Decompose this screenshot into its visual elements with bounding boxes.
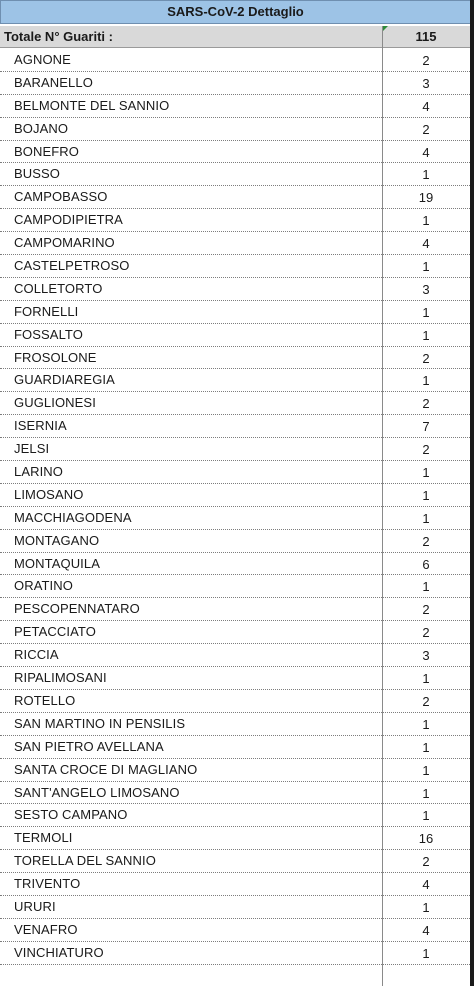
recovered-count: 1 (422, 487, 430, 503)
table-row[interactable] (0, 598, 470, 621)
recovered-count: 6 (422, 556, 430, 572)
recovered-count: 2 (422, 693, 430, 709)
table-row[interactable] (0, 484, 470, 507)
recovered-count: 1 (422, 785, 430, 801)
recovered-count: 4 (422, 236, 430, 252)
table-row[interactable] (0, 942, 470, 965)
recovered-count: 1 (422, 510, 430, 526)
total-label: Totale N° Guariti : (4, 29, 113, 44)
table-row[interactable] (0, 713, 470, 736)
municipality-name: RICCIA (14, 647, 59, 663)
table-row[interactable] (0, 163, 470, 186)
table-row[interactable] (0, 438, 470, 461)
municipality-table (0, 49, 470, 965)
recovered-count: 2 (422, 53, 430, 68)
municipality-name: TORELLA DEL SANNIO (14, 853, 156, 869)
recovered-count: 2 (422, 442, 430, 458)
recovered-count: 2 (422, 396, 430, 412)
recovered-count: 16 (418, 831, 434, 847)
table-row[interactable] (0, 324, 470, 347)
recovered-count: 1 (422, 808, 430, 824)
municipality-name: FOSSALTO (14, 326, 83, 342)
municipality-name: GUARDIAREGIA (14, 372, 115, 388)
municipality-name: SESTO CAMPANO (14, 807, 128, 823)
municipality-name: LARINO (14, 464, 64, 480)
total-row[interactable] (0, 26, 471, 48)
recovered-count: 1 (422, 762, 430, 778)
municipality-name: RIPALIMOSANI (14, 670, 107, 686)
municipality-name: TRIVENTO (14, 876, 81, 892)
municipality-name: ORATINO (14, 578, 73, 594)
table-row[interactable] (0, 209, 470, 232)
municipality-name: PETACCIATO (14, 624, 96, 640)
municipality-name: CAMPODIPIETRA (14, 212, 123, 228)
recovered-count: 3 (422, 281, 430, 297)
municipality-name: FORNELLI (14, 303, 79, 319)
municipality-name: URURI (14, 898, 56, 914)
table-row[interactable] (0, 347, 470, 370)
table-row[interactable] (0, 232, 470, 255)
recovered-count: 7 (422, 419, 430, 435)
column-divider (382, 26, 383, 986)
recovered-count: 1 (422, 167, 430, 183)
table-row[interactable] (0, 736, 470, 759)
municipality-name: CAMPOMARINO (14, 235, 115, 251)
municipality-name: BONEFRO (14, 143, 79, 159)
table-row[interactable] (0, 690, 470, 713)
municipality-name: SANT'ANGELO LIMOSANO (14, 784, 180, 800)
municipality-name: LIMOSANO (14, 486, 84, 502)
municipality-name: SANTA CROCE DI MAGLIANO (14, 761, 198, 777)
recovered-count: 4 (422, 877, 430, 893)
table-row[interactable] (0, 667, 470, 690)
recovered-count: 4 (422, 922, 430, 938)
table-row[interactable] (0, 575, 470, 598)
municipality-name: MONTAQUILA (14, 555, 100, 571)
table-row[interactable] (0, 415, 470, 438)
recovered-count: 1 (422, 327, 430, 343)
recovered-count: 2 (422, 602, 430, 618)
recovered-count: 1 (422, 304, 430, 320)
recovered-count: 1 (422, 465, 430, 481)
municipality-name: BOJANO (14, 120, 69, 136)
table-row[interactable] (0, 186, 470, 209)
table-row[interactable] (0, 919, 470, 942)
recovered-count: 1 (422, 671, 430, 687)
recovered-count: 1 (422, 739, 430, 755)
table-row[interactable] (0, 278, 470, 301)
municipality-name: GUGLIONESI (14, 395, 96, 411)
recovered-count: 2 (422, 121, 430, 137)
table-row[interactable] (0, 392, 470, 415)
table-row[interactable] (0, 118, 470, 141)
total-value: 115 (415, 29, 437, 44)
municipality-name: CASTELPETROSO (14, 258, 130, 274)
table-row[interactable] (0, 255, 470, 278)
municipality-name: BARANELLO (14, 74, 93, 90)
recovered-count: 1 (422, 579, 430, 595)
municipality-name: COLLETORTO (14, 280, 103, 296)
municipality-name: PESCOPENNATARO (14, 601, 140, 617)
recovered-count: 2 (422, 625, 430, 641)
table-row[interactable] (0, 141, 470, 164)
recovered-count: 1 (422, 945, 430, 961)
recovered-count: 1 (422, 716, 430, 732)
table-title: SARS-CoV-2 Dettaglio (0, 0, 471, 24)
table-row[interactable] (0, 553, 470, 576)
table-row[interactable] (0, 49, 470, 72)
municipality-name: AGNONE (14, 52, 71, 67)
window-edge (470, 0, 474, 986)
recovered-count: 4 (422, 144, 430, 160)
table-row[interactable] (0, 530, 470, 553)
municipality-name: VINCHIATURO (14, 944, 104, 960)
recovered-count: 1 (422, 259, 430, 275)
municipality-name: SAN MARTINO IN PENSILIS (14, 715, 186, 731)
municipality-name: MACCHIAGODENA (14, 509, 132, 525)
recovered-count: 1 (422, 899, 430, 915)
table-row[interactable] (0, 507, 470, 530)
recovered-count: 3 (422, 75, 430, 91)
municipality-name: FROSOLONE (14, 349, 97, 365)
municipality-name: ROTELLO (14, 692, 76, 708)
table-row[interactable] (0, 621, 470, 644)
recovered-count: 4 (422, 98, 430, 114)
municipality-name: SAN PIETRO AVELLANA (14, 738, 164, 754)
table-row[interactable] (0, 850, 470, 873)
recovered-count: 3 (422, 648, 430, 664)
municipality-name: MONTAGANO (14, 532, 100, 548)
recovered-count: 1 (422, 213, 430, 229)
municipality-name: BELMONTE DEL SANNIO (14, 97, 170, 113)
table-row[interactable] (0, 95, 470, 118)
table-row[interactable] (0, 369, 470, 392)
table-row[interactable] (0, 896, 470, 919)
recovered-count: 2 (422, 854, 430, 870)
recovered-count: 2 (422, 350, 430, 366)
table-row[interactable] (0, 873, 470, 896)
table-row[interactable] (0, 827, 470, 850)
table-row[interactable] (0, 782, 470, 805)
municipality-name: BUSSO (14, 166, 61, 182)
table-row[interactable] (0, 644, 470, 667)
recovered-count: 19 (418, 190, 434, 206)
municipality-name: VENAFRO (14, 921, 78, 937)
municipality-name: ISERNIA (14, 418, 67, 434)
municipality-name: JELSI (14, 441, 50, 457)
table-row[interactable] (0, 804, 470, 827)
municipality-name: CAMPOBASSO (14, 189, 108, 205)
recovered-count: 1 (422, 373, 430, 389)
table-row[interactable] (0, 301, 470, 324)
table-row[interactable] (0, 759, 470, 782)
table-row[interactable] (0, 72, 470, 95)
recovered-count: 2 (422, 533, 430, 549)
municipality-name: TERMOLI (14, 830, 73, 846)
table-row[interactable] (0, 461, 470, 484)
